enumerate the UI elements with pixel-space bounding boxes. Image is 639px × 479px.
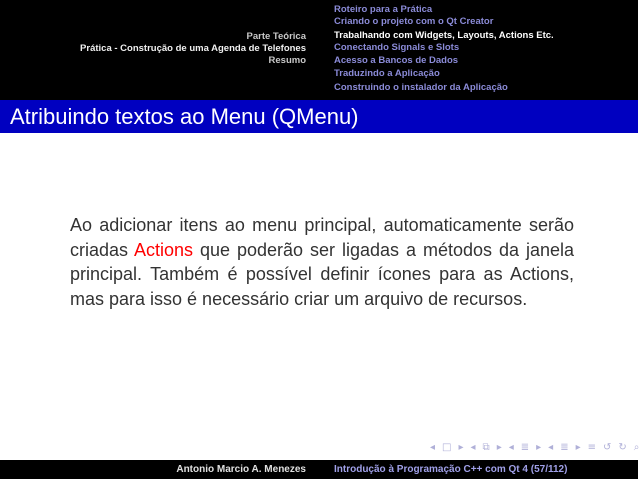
section-link-roteiro[interactable]: Roteiro para a Prática [334, 4, 433, 15]
nav-subsection-next-icon[interactable]: ▸ [496, 441, 502, 453]
footer-left [0, 460, 318, 479]
nav-subsection-prev-icon[interactable]: ◂ [470, 441, 476, 453]
nav-doc-next-icon[interactable]: ▸ [575, 441, 581, 453]
nav-subsection-icon[interactable]: ⧉ [482, 441, 490, 453]
body-text-start: Ao adicionar itens ao menu principal, automaticamente serão criadas [70, 215, 574, 260]
section-link-bancos-dados[interactable]: Acesso a Bancos de Dados [334, 55, 459, 66]
slide-body [70, 213, 574, 311]
section-link-instalador[interactable]: Construindo o instalador da Aplicação [334, 82, 508, 93]
nav-appendix-icon[interactable]: ≡ [587, 441, 597, 453]
header-part-summary[interactable]: Resumo [268, 55, 306, 66]
nav-frame-icon[interactable]: □ [442, 441, 452, 453]
footer-course [334, 463, 567, 476]
footer-page-number: (57/112) [530, 464, 568, 475]
nav-doc-icon[interactable]: ≣ [560, 441, 569, 453]
beamer-navigation [430, 440, 639, 454]
section-link-widgets[interactable]: Trabalhando com Widgets, Layouts, Actions Etc. [334, 30, 554, 41]
header-part-theory[interactable]: Parte Teórica [246, 31, 306, 42]
nav-frame-prev-icon[interactable]: ◂ [430, 441, 436, 453]
nav-frame-next-icon[interactable]: ▸ [458, 441, 464, 453]
header-part-nav [0, 0, 318, 100]
header-section-nav [318, 0, 638, 100]
footer-bar [0, 460, 638, 479]
header-part-practice[interactable]: Prática - Construção de uma Agenda de Telefones [80, 43, 306, 54]
section-link-signals-slots[interactable]: Conectando Signals e Slots [334, 42, 460, 53]
nav-zoom-icon[interactable]: ⌕ [633, 441, 639, 453]
footer-right [318, 460, 638, 479]
slide-title-bar [0, 100, 638, 133]
nav-doc-prev-icon[interactable]: ◂ [548, 441, 554, 453]
header-bar [0, 0, 638, 100]
nav-back-icon[interactable]: ↻ [618, 441, 627, 453]
footer-course-title: Introdução à Programação C++ com Qt 4 [334, 464, 528, 475]
nav-section-next-icon[interactable]: ▸ [536, 441, 542, 453]
nav-section-icon[interactable]: ≣ [520, 441, 530, 453]
body-highlight-actions: Actions [134, 239, 194, 260]
footer-author: Antonio Marcio A. Menezes [176, 464, 306, 475]
section-link-criando-projeto[interactable]: Criando o projeto com o Qt Creator [334, 16, 494, 27]
nav-section-prev-icon[interactable]: ◂ [508, 441, 514, 453]
nav-search-icon[interactable]: ↺ [603, 441, 612, 453]
body-text-end: que poderão ser ligadas a métodos da janela principal. Também é possível definir ícones para as Actions, mas para isso é necessário criar um arquivo de recursos. [70, 239, 574, 309]
slide-title: Atribuindo textos ao Menu (QMenu) [10, 104, 359, 129]
section-link-traduzindo[interactable]: Traduzindo a Aplicação [334, 68, 440, 79]
